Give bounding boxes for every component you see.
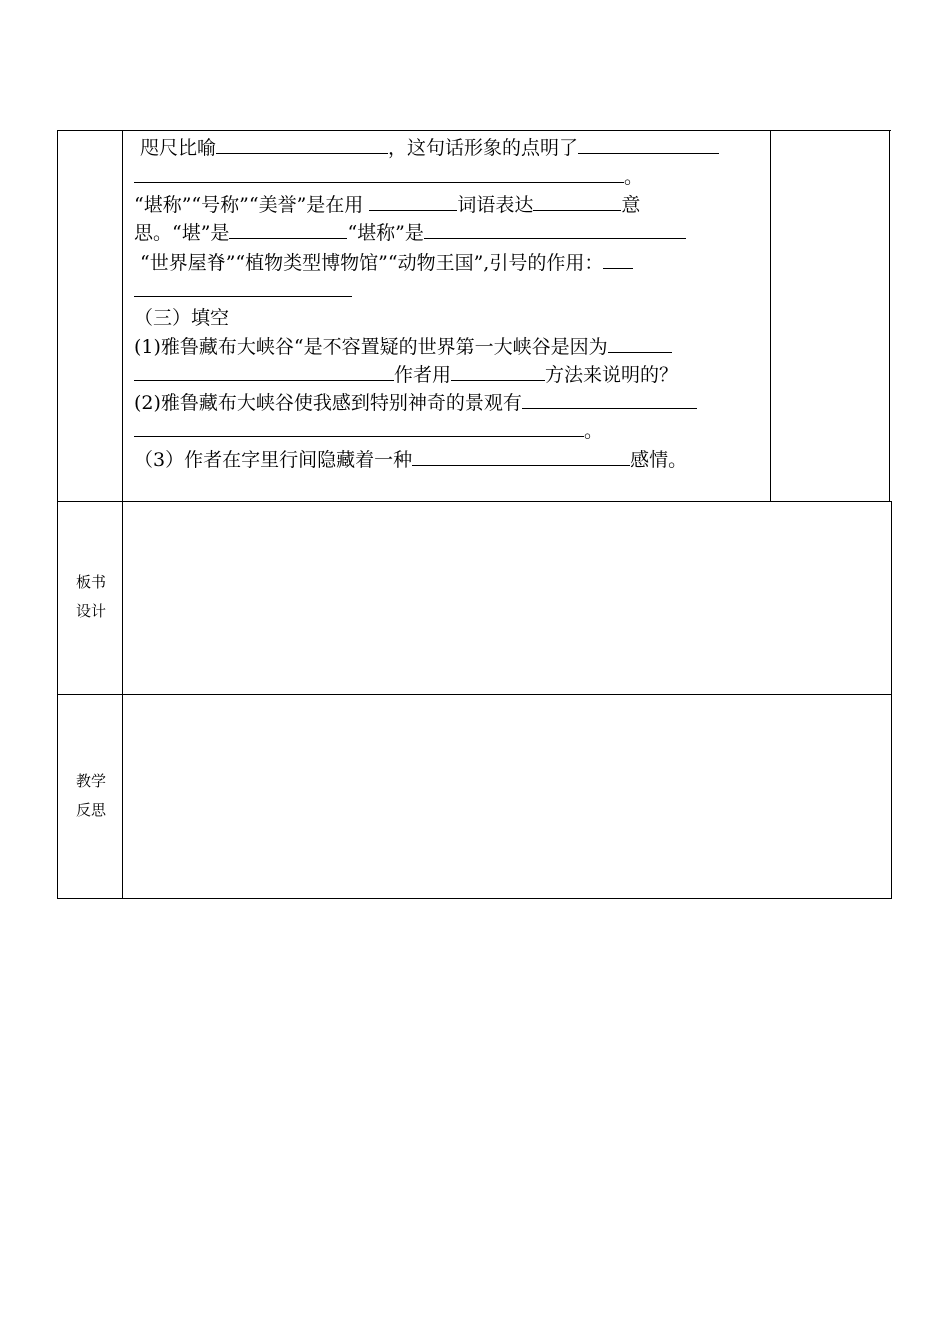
line3-c: 意: [621, 194, 641, 216]
question-1: [134, 334, 672, 358]
line3-a: “堪称”“号称”“美誉”是在用: [134, 194, 370, 216]
line2-end: 。: [624, 166, 644, 188]
table-border-bottom: [57, 898, 892, 899]
answer-blank[interactable]: [134, 164, 624, 183]
teaching-reflection-label: [60, 767, 122, 825]
question-2: [134, 390, 697, 414]
answer-blank[interactable]: [608, 334, 672, 353]
q2-b: 。: [584, 420, 604, 442]
line3-b: 词语表达: [457, 194, 534, 216]
teaching-reflection-area[interactable]: [124, 696, 890, 897]
line4-a: 思。“堪”是: [134, 222, 230, 244]
worksheet-line-2: [134, 164, 643, 188]
answer-blank[interactable]: [229, 220, 347, 239]
worksheet-line-1: [140, 135, 719, 159]
answer-blank[interactable]: [522, 390, 697, 409]
board-label-line1: 板书: [75, 573, 106, 591]
table-row-divider-2: [57, 694, 892, 695]
line1-lead: 咫尺比喻: [140, 137, 217, 159]
section-heading: [134, 307, 229, 331]
q3-b: 感情。: [630, 449, 688, 471]
answer-blank[interactable]: [412, 447, 630, 466]
question-2-cont: [134, 418, 603, 442]
line5-a: “世界屋脊”“植物类型博物馆”“动物王国”,引号的作用：: [140, 252, 604, 274]
answer-blank[interactable]: [533, 192, 621, 211]
table-divider-right-column: [770, 130, 771, 502]
answer-blank[interactable]: [578, 135, 719, 154]
section-title: （三）填空: [134, 307, 230, 329]
answer-blank[interactable]: [134, 278, 352, 297]
line1-mid: ，这句话形象的点明了: [388, 137, 579, 159]
reflection-label-line1: 教学: [75, 772, 106, 790]
table-divider-label-column: [122, 130, 123, 899]
q1-b: 作者用: [394, 364, 452, 386]
board-design-area[interactable]: [124, 503, 890, 693]
q3-a: （3）作者在字里行间隐藏着一种: [134, 449, 413, 471]
table-row-divider-1: [57, 501, 892, 502]
line4-b: “堪称”是: [347, 222, 424, 244]
answer-blank[interactable]: [424, 220, 686, 239]
answer-blank[interactable]: [216, 135, 388, 154]
q1-a: (1)雅鲁藏布大峡谷“是不容置疑的世界第一大峡谷是因为: [134, 336, 608, 358]
answer-blank[interactable]: [134, 362, 394, 381]
reflection-label-line2: 反思: [75, 801, 106, 819]
board-design-label: [60, 568, 122, 626]
table-border-left: [57, 130, 58, 899]
table-border-right-bottom: [891, 501, 892, 899]
worksheet-line-4: [134, 220, 686, 244]
worksheet-line-5: [140, 250, 633, 274]
question-3: [134, 447, 687, 471]
table-border-top: [57, 130, 891, 131]
answer-blank[interactable]: [603, 250, 633, 269]
worksheet-line-6: [134, 278, 352, 302]
question-1-cont: [134, 362, 678, 386]
q2-a: (2)雅鲁藏布大峡谷使我感到特别神奇的景观有: [134, 392, 522, 414]
table-border-right-top: [889, 130, 890, 502]
worksheet-line-3: [134, 192, 640, 216]
answer-blank[interactable]: [369, 192, 457, 211]
board-label-line2: 设计: [75, 602, 106, 620]
answer-blank[interactable]: [451, 362, 545, 381]
q1-c: 方法来说明的？: [545, 364, 679, 386]
answer-blank[interactable]: [134, 418, 584, 437]
